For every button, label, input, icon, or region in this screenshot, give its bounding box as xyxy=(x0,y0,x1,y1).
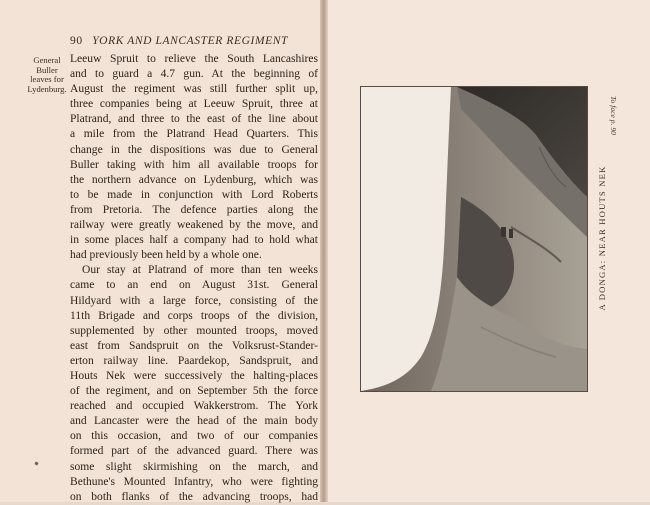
text-line: railway were greatly weakened by the move, and xyxy=(70,219,318,232)
text-line: on this occasion, and two of our companies xyxy=(70,430,318,443)
text-line: three companies being at Leeuw Spruit, three at xyxy=(70,98,318,111)
text-line: east from Sandspruit on the Volksrust-Stander- xyxy=(70,339,318,352)
sidenote-line: Buller xyxy=(36,64,58,75)
running-head xyxy=(70,35,310,47)
text-line: the northern advance on Lydenburg, which was xyxy=(70,173,318,186)
text-line: August the regiment was still further split up, xyxy=(70,83,318,96)
text-line: 11th Brigade and corps troops of the division, xyxy=(70,309,318,322)
text-line: erton railway line. Paardekop, Sandspruit, and xyxy=(70,354,318,367)
text-line: on both flanks of the advancing troops, had xyxy=(70,490,318,503)
text-line: supplemented by other mounted troops, moved xyxy=(70,324,318,337)
sidenote-line: leaves for xyxy=(30,74,64,84)
photo-plate xyxy=(360,86,588,392)
text-line: in some places half a company had to hold what xyxy=(70,234,318,247)
facing-page-note: To face p. 90 xyxy=(609,96,618,135)
text-line: to be made in conjunction with Lord Roberts xyxy=(70,188,318,201)
text-line: and Lancaster were the head of the main body xyxy=(70,415,318,428)
text-line: formed part of the advanced guard. There was xyxy=(70,445,318,458)
sidenote-line: Lydenburg. xyxy=(27,83,67,94)
page-number: 90 xyxy=(70,35,83,47)
donga-photograph xyxy=(361,87,587,391)
text-line: change in the dispositions was due to General xyxy=(70,143,318,156)
sidenote-line: General xyxy=(33,55,61,65)
running-head-title: YORK AND LANCASTER REGIMENT xyxy=(92,35,289,47)
text-line: Hildyard with a large force, consisting of the xyxy=(70,294,318,307)
body-text xyxy=(70,52,318,505)
book-gutter xyxy=(320,0,328,502)
text-line: Leeuw Spruit to relieve the South Lancashires xyxy=(70,53,318,65)
text-line: some slight skirmishing on the march, and xyxy=(70,460,318,473)
text-line: had previously been held by a whole one. xyxy=(70,249,262,262)
margin-sidenote xyxy=(24,56,70,94)
text-line: a mile from the Platrand Head Quarters. This xyxy=(70,128,318,141)
plate-caption: A DONGA: NEAR HOUTS NEK xyxy=(597,165,607,311)
text-line: Buller taking with him all available troops for xyxy=(70,158,318,171)
text-line: Bethune's Mounted Infantry, who were fighting xyxy=(70,475,318,488)
text-line: came to an end on August 31st. General xyxy=(70,279,318,292)
text-line: from Pretoria. The defence parties along the xyxy=(70,203,318,216)
text-line: of the regiment, and on September 5th the force xyxy=(70,385,318,398)
text-line: Platrand, and three to the east of the line about xyxy=(70,113,318,126)
text-line: Our stay at Platrand of more than ten weeks xyxy=(82,264,318,277)
text-line: Houts Nek were successively the halting-places xyxy=(70,369,318,382)
text-line: reached and occupied Wakkerstrom. The York xyxy=(70,400,318,413)
text-line: and to guard a 4.7 gun. At the beginning of xyxy=(70,68,318,81)
